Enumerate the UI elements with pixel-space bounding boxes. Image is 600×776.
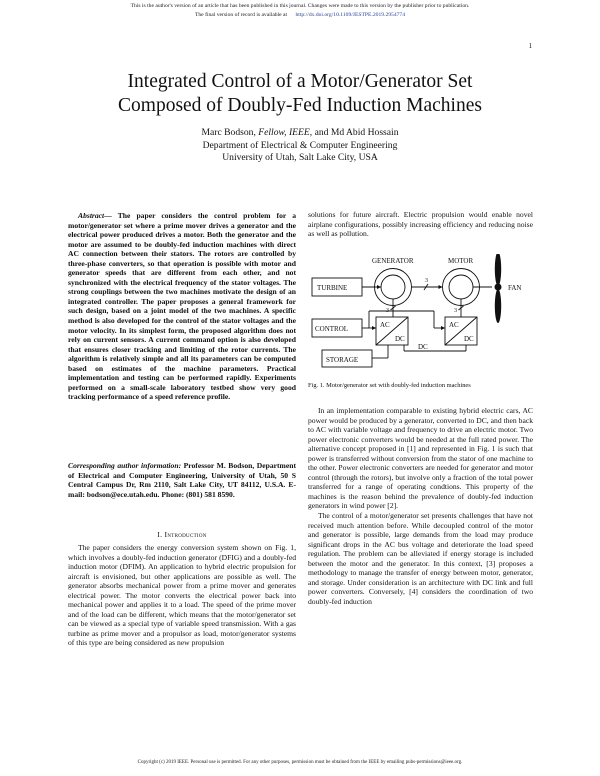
motor-inner-circle <box>449 275 473 299</box>
publication-notice: This is the author's version of an article that has been published in this journal. Changes were made to this version by the publisher prior to publication. <box>130 3 470 9</box>
abstract-text: — The paper considers the control problem for a motor/generator set where a prime mover drives a generator and the electrical power produced drives a motor. Both the generator and the motor are assumed to be doubly-fed induction machines with direct AC connection between their stators. The rotors are controlled by three-phase converters, so that operation is possible with motor and generator speeds that are different from each other, and not synchronized with the electrical frequency of the stator voltages. The strong couplings between the two machines motivate the design of an integrated controller. The paper proposes a general framework for such design, based on a joint model of the two machines. A specific method is also developed for the control of the stator voltages and the motor velocity. In its simplest form, the proposed algorithm does not rely on current sensors. A current command option is also developed that ensures closer tracking and limiting of the rotor currents. The algorithm is relatively simple and all its parameters can be computed based on estimates of the machine parameters. Practical implementation and testing can be performed rapidly. Experiments performed on a small-scale laboratory testbed show very good tracking performance of a speed reference profile. <box>68 211 296 402</box>
author-2: and Md Abid Hossain <box>314 127 399 138</box>
generator-label: GENERATOR <box>372 257 414 265</box>
section-number: I. <box>157 530 163 539</box>
paper-title <box>40 70 560 118</box>
corresponding-author <box>68 461 296 499</box>
mot-converter-ac-label: AC <box>449 321 459 329</box>
intro-paragraph-1-continued <box>308 210 533 239</box>
author-line <box>40 127 560 140</box>
figure-1-diagram <box>306 254 538 376</box>
intro-paragraph-1 <box>68 543 296 648</box>
figure-1-caption: Fig. 1. Motor/generator set with doubly-fed induction machines <box>308 382 471 389</box>
abstract-label: Abstract <box>78 211 105 220</box>
gen-converter-ac-label: AC <box>380 321 390 329</box>
author-block <box>40 127 560 165</box>
section-title: Introduction <box>164 530 207 539</box>
stator-phase-label: 3 <box>425 278 428 284</box>
mot-rotor-phase-label: 3 <box>454 308 457 314</box>
motor-label: MOTOR <box>448 257 474 265</box>
corresponding-text: Professor M. Bodson, Department of Electrical and Computer Engineering, University of Utah, 50 S Central Campus Dr, Rm 2110, Salt Lake City, UT 84112, U.S.A. E-mail: bodson@ece.utah.edu. Phone: (801) 581 8590. <box>68 461 296 499</box>
control-label: CONTROL <box>315 325 349 333</box>
gen-rotor-phase-label: 3 <box>386 308 389 314</box>
fan-label: FAN <box>508 284 522 292</box>
title-line-1: Integrated Control of a Motor/Generator Set <box>127 71 473 92</box>
mot-converter-dc-label: DC <box>464 335 474 343</box>
copyright-footer: Copyright (c) 2019 IEEE. Personal use is permitted. For any other purposes, permission must be obtained from the IEEE by emailing pubs-permissions@ieee.org. <box>137 760 463 765</box>
doi-link[interactable]: http://dx.doi.org/10.1109/JESTPE.2019.2954774 <box>295 12 406 18</box>
section-heading <box>68 530 296 539</box>
department: Department of Electrical & Computer Engineering <box>202 139 398 151</box>
gen-converter-dc-label: DC <box>395 335 405 343</box>
intro-right-column <box>308 406 533 606</box>
doi-prefix: The final version of record is available at <box>194 12 288 18</box>
page-number: 1 <box>528 42 532 50</box>
university: University of Utah, Salt Lake City, USA <box>222 152 378 163</box>
author-1: Marc Bodson, <box>201 127 256 138</box>
abstract <box>68 211 296 402</box>
author-1-title: Fellow, IEEE, <box>258 127 313 138</box>
fan-icon <box>495 254 502 323</box>
intro-p1-text: The paper considers the energy conversion system shown on Fig. 1, which involves a doubly-fed induction generator (DFIG) and a doubly-fed induction motor (DFIM). An application to hybrid electric propulsion for aircraft is envisioned, but other applications are possible as well. The generator absorbs mechanical power from a prime mover and generates electrical power. The motor converts the electrical power back into mechanical power and applies it to a load. The speed of the prime mover and of the load can be different, which means that the motor/generator set can be viewed as a special type of variable speed transmission. With a gas turbine as prime mover and a propulsor as load, motor/generator systems of this type are being considered as new propulsion <box>68 543 296 648</box>
intro-p1-cont-text: solutions for future aircraft. Electric propulsion would enable novel airplane configurations, possibly increasing efficiency and reducing noise as well as pollution. <box>308 210 533 239</box>
doi-line <box>0 12 600 19</box>
turbine-label: TURBINE <box>317 284 348 292</box>
generator-inner-circle <box>381 275 405 299</box>
title-line-2: Composed of Doubly-Fed Induction Machines <box>118 95 482 116</box>
dc-link-label: DC <box>418 343 428 351</box>
intro-paragraph-3: The control of a motor/generator set presents challenges that have not received much attention before. While decoupled control of the motor and generator is possible, large demands from the load may produce significant drops in the AC bus voltage and deteriorate the load speed regulation. The problem can be alleviated if energy storage is included between the motor and the generator. In this context, [3] proposes a methodology to manage the transfer of energy between motor, generator, and storage. Under consideration is an architecture with DC link and full power converters. Conversely, [4] considers the coordination of two doubly-fed induction <box>308 511 533 606</box>
intro-paragraph-2: In an implementation comparable to existing hybrid electric cars, AC power would be produced by a generator, converted to DC, and then back to AC with variable voltage and frequency to drive an electric motor. Two power electronic converters would be needed at the full rated power. The alternative concept proposed in [1] and represented in Fig. 1 is such that power is transferred without conversion from the stator of one machine to the other. Power electronic converters are needed for generator and motor control (through the rotors), but involve only a fraction of the total power transferred for a range of operating condtions. This property of the machines is the reason behind the prevalence of doubly-fed induction generators in wind power [2]. <box>308 406 533 511</box>
storage-label: STORAGE <box>326 356 359 364</box>
corresponding-label: Corresponding author information: <box>68 461 182 470</box>
